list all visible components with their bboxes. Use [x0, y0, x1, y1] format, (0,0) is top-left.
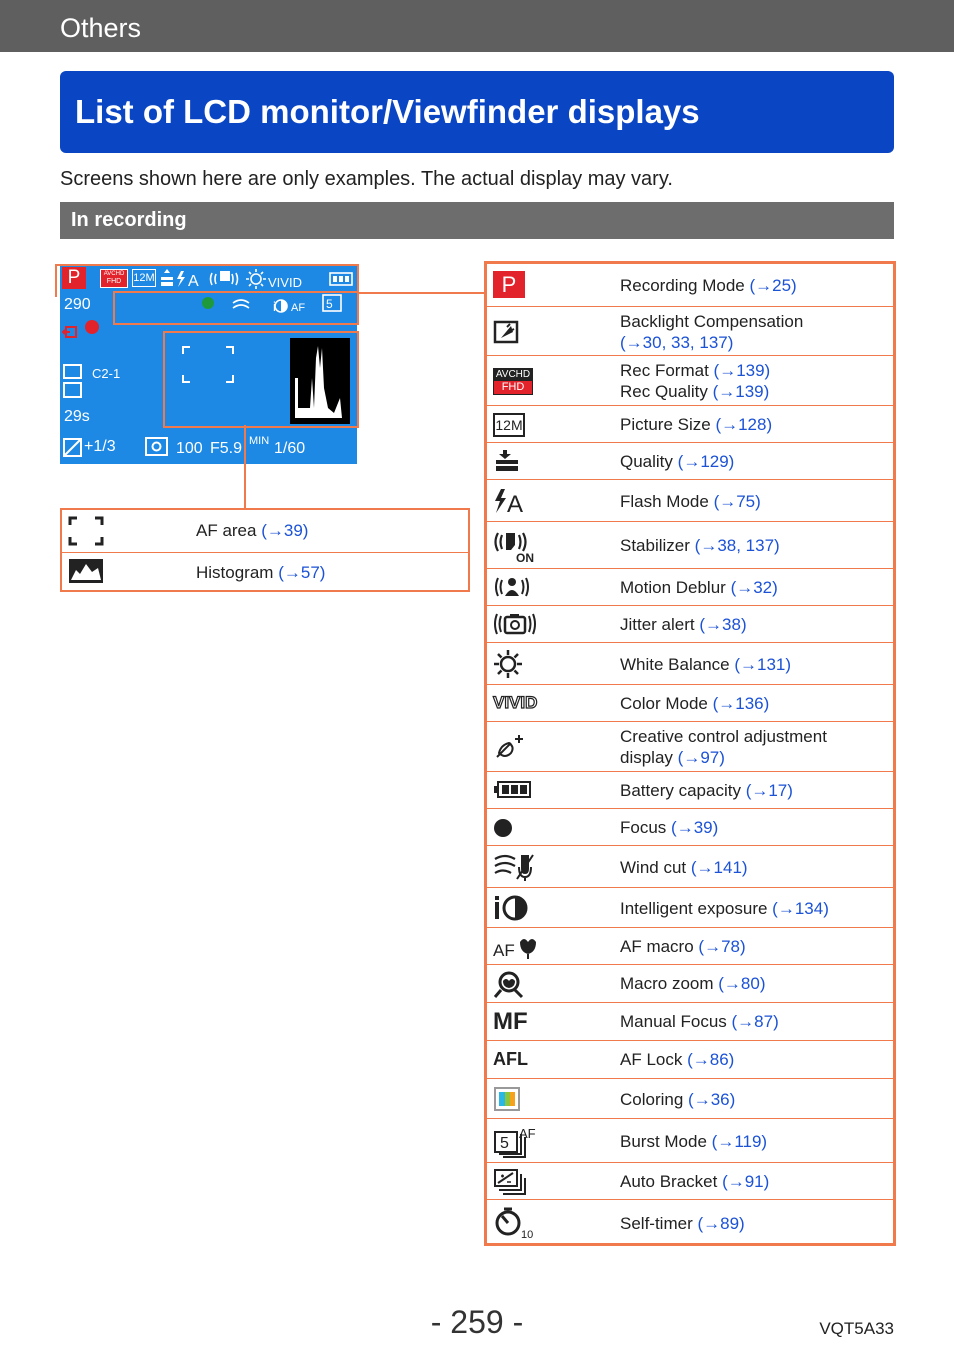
list-item: Jitter alert (→38) [487, 605, 893, 643]
svg-text:5: 5 [326, 297, 333, 311]
quality-icon [493, 449, 533, 473]
manual-focus-icon: MF [493, 1008, 528, 1035]
picture-size-indicator: 12M [132, 269, 156, 287]
svg-text:10: 10 [521, 1229, 534, 1241]
page-number: - 259 - [430, 1304, 524, 1340]
min-indicator: MIN [249, 435, 270, 447]
lcd-callout-top-right [113, 291, 359, 325]
list-item [62, 510, 468, 553]
svg-text:AF: AF [519, 1126, 536, 1141]
exposure-value: +1/3 [84, 438, 116, 455]
recording-mode-icon: P [493, 271, 533, 298]
list-item [62, 552, 468, 592]
title-banner [60, 71, 894, 153]
af-area-icon [68, 516, 104, 546]
list-item: Macro zoom (→80) [487, 964, 893, 1003]
battery-icon [493, 780, 533, 800]
shots-remaining: 290 [64, 296, 91, 313]
list-item: Coloring (→36) [487, 1078, 893, 1119]
list-item: A Flash Mode (→75) [487, 479, 893, 522]
stabilizer-icon [493, 529, 533, 563]
rec-format-icon: AVCHD FHD [493, 368, 533, 395]
rec-format-indicator: AVCHD FHD [100, 269, 128, 288]
shutter-value: 1/60 [274, 440, 306, 457]
list-item: Motion Deblur (→32) [487, 568, 893, 606]
list-item: 5 AF Burst Mode (→119) [487, 1118, 893, 1163]
aperture-value: F5.9 [210, 440, 243, 457]
svg-text:AF: AF [291, 302, 306, 314]
picture-size-icon: 12M [493, 413, 533, 437]
auto-bracket-icon [493, 1168, 533, 1196]
svg-text:A: A [188, 273, 199, 290]
page-title: List of LCD monitor/Viewfinder displays [75, 93, 700, 130]
vivid-indicator: VIVID [268, 275, 302, 290]
list-item: 12M Picture Size (→128) [487, 405, 893, 443]
af-lock-icon: AFL [493, 1049, 528, 1069]
intro-text: Screens shown here are only examples. The actual display may vary. [60, 168, 673, 190]
list-item: Focus (→39) [487, 808, 893, 846]
subheader-bar [60, 202, 894, 239]
self-timer-icon [493, 1206, 533, 1240]
flash-mode-icon [493, 487, 533, 518]
list-item: AFL AF Lock (→86) [487, 1040, 893, 1079]
histogram-icon [68, 558, 104, 586]
list-item: Quality (→129) [487, 442, 893, 480]
exposure-compensation-icon [63, 438, 83, 458]
list-item: VIVID Color Mode (→136) [487, 684, 893, 722]
list-item: AF AF macro (→78) [487, 927, 893, 965]
af-area-label: AF area [196, 521, 257, 540]
lcd-callout-af [163, 331, 359, 428]
list-item: Intelligent exposure (→134) [487, 887, 893, 928]
creative-control-icon [493, 733, 533, 761]
histogram-ref[interactable]: (→57) [278, 563, 326, 582]
iso-value: 100 [176, 440, 203, 457]
list-item: AVCHD FHD Rec Format (→139) Rec Quality (→139) [487, 355, 893, 406]
focus-icon [493, 818, 533, 840]
list-item: Auto Bracket (→91) [487, 1162, 893, 1200]
lcd-bottom-bar [60, 433, 357, 463]
list-item: White Balance (→131) [487, 642, 893, 685]
jitter-alert-icon [493, 611, 533, 637]
top-bar [0, 0, 954, 52]
list-item: MF Manual Focus (→87) [487, 1002, 893, 1041]
list-item: Battery capacity (→17) [487, 771, 893, 809]
burst-mode-icon [493, 1124, 536, 1158]
list-item: Creative control adjustment display (→97) [487, 721, 893, 772]
backlight-compensation-icon [493, 320, 533, 344]
section-label: Others [60, 13, 142, 43]
svg-text:A: A [507, 491, 524, 518]
list-item: 10 Self-timer (→89) [487, 1199, 893, 1245]
macro-zoom-icon [493, 970, 533, 1000]
svg-text:ON: ON [516, 551, 534, 565]
motion-deblur-icon [493, 574, 533, 600]
document-code: VQT5A33 [819, 1319, 894, 1338]
list-item: P Recording Mode (→25) [487, 264, 893, 306]
metering-icon [145, 437, 169, 457]
white-balance-icon [493, 649, 533, 679]
coloring-icon [493, 1086, 533, 1112]
histogram-label: Histogram [196, 563, 274, 582]
svg-text:i: i [273, 299, 276, 314]
list-item: Wind cut (→141) [487, 845, 893, 888]
list-item: Backlight Compensation (→30, 33, 137) [487, 306, 893, 356]
left-legend-table [60, 508, 470, 592]
intelligent-exposure-icon [493, 893, 533, 923]
svg-text:5: 5 [500, 1135, 509, 1152]
recording-mode-indicator: P [62, 267, 86, 289]
callout-line-down [244, 425, 246, 508]
wind-cut-icon [493, 851, 533, 883]
callout-line-right [357, 292, 484, 294]
recording-time: 29s [64, 408, 90, 425]
custom-mode-indicator: C2-1 [92, 366, 121, 381]
color-mode-icon: VIVID [493, 693, 538, 712]
svg-text:AF: AF [493, 941, 515, 960]
list-item: ON Stabilizer (→38, 137) [487, 521, 893, 569]
right-legend-table [484, 261, 896, 1246]
af-area-ref[interactable]: (→39) [261, 521, 309, 540]
subheader-label: In recording [71, 209, 187, 231]
af-macro-icon [493, 934, 533, 960]
